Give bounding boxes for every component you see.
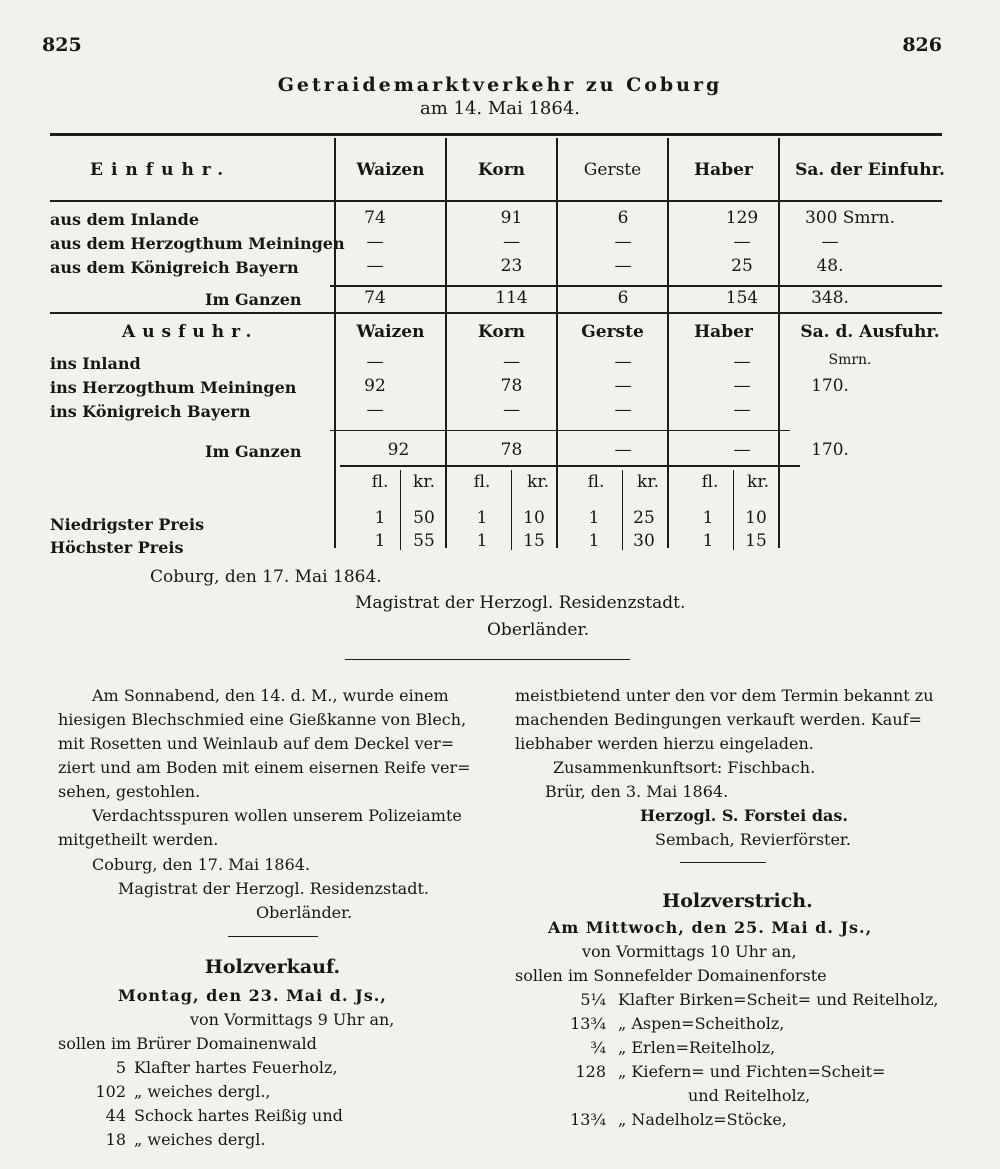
table-rule-header: [50, 200, 942, 202]
item-text: und Reitelholz,: [688, 1086, 811, 1105]
row-label: Niedrigster Preis: [50, 515, 205, 534]
col-header-waizen: Waizen: [356, 322, 425, 342]
export-header-label: Ausfuhr.: [122, 322, 259, 342]
cell-value: 129: [725, 208, 759, 228]
cell-value: —: [614, 256, 632, 276]
notice-line: sehen, gestohlen.: [58, 782, 201, 801]
col-divider-sub-3: [622, 470, 623, 550]
cell-value: —: [614, 400, 632, 420]
cell-value: 1: [588, 508, 600, 528]
col-header-korn: Korn: [477, 322, 526, 342]
item-qty: 13¾: [570, 1014, 606, 1033]
cell-value: 23: [500, 256, 523, 276]
cell-value: —: [503, 400, 520, 420]
cell-value: —: [614, 352, 632, 372]
cell-value: 25: [731, 256, 753, 276]
cell-value: 25: [633, 508, 655, 528]
import-header-label: Einfuhr.: [90, 160, 232, 180]
col-divider-1: [334, 138, 336, 548]
cell-value: —: [614, 376, 632, 396]
row-label: aus dem Herzogthum Meiningen: [50, 234, 345, 253]
item-qty: 44: [105, 1106, 126, 1125]
cell-value: —: [366, 256, 384, 276]
unit-label: fl.: [473, 472, 491, 492]
holzverkauf-place: sollen im Brürer Domainenwald: [58, 1034, 317, 1053]
cell-value: —: [733, 376, 751, 396]
item-text: „ Aspen=Scheitholz,: [618, 1014, 785, 1033]
cell-value: 74: [364, 208, 386, 228]
cell-value: —: [366, 232, 384, 252]
cell-value: —: [614, 440, 632, 460]
cell-value: 154: [725, 288, 759, 308]
cell-value: —: [366, 400, 384, 420]
col-divider-sub-1: [400, 470, 401, 550]
col-header-haber: Haber: [694, 160, 753, 180]
notice-place-date: Brür, den 3. Mai 1864.: [545, 782, 729, 801]
row-label: ins Königreich Bayern: [50, 402, 251, 421]
short-divider: [228, 936, 318, 937]
notice-issuer: Herzogl. S. Forstei das.: [640, 806, 848, 825]
col-divider-2: [445, 138, 447, 548]
short-divider: [680, 862, 766, 863]
cell-value: 30: [633, 531, 655, 551]
col-header-export-sum: Sa. d. Ausfuhr.: [800, 322, 940, 342]
col-header-haber: Haber: [694, 322, 753, 342]
row-label: Höchster Preis: [50, 538, 184, 557]
meeting-place: Zusammenkunftsort: Fischbach.: [553, 758, 816, 777]
cell-value: —: [821, 232, 839, 252]
row-label: ins Herzogthum Meiningen: [50, 378, 297, 397]
cell-value: 114: [495, 288, 528, 308]
item-qty: 128: [575, 1062, 606, 1081]
item-text: „ Nadelholz=Stöcke,: [618, 1110, 787, 1129]
row-label: Im Ganzen: [205, 442, 302, 461]
col-header-import-sum: Sa. der Einfuhr.: [795, 160, 945, 180]
notice-place-date: Coburg, den 17. Mai 1864.: [92, 855, 311, 874]
item-text: „ Erlen=Reitelholz,: [618, 1038, 776, 1057]
cell-value: 78: [500, 376, 523, 396]
table-rule-export-end: [340, 465, 800, 467]
col-header-gerste: Gerste: [581, 322, 644, 342]
notice-signature: Oberländer.: [256, 903, 353, 922]
unit-label: kr.: [413, 472, 435, 492]
row-label: Im Ganzen: [205, 290, 302, 309]
cell-value: 6: [617, 288, 629, 308]
cell-value: 50: [413, 508, 435, 528]
item-qty: 13¾: [570, 1110, 606, 1129]
item-text: „ weiches dergl.,: [134, 1082, 271, 1101]
cell-value: —: [733, 232, 751, 252]
cell-value: —: [503, 352, 520, 372]
cell-value: 10: [523, 508, 545, 528]
holzversteich-time: von Vormittags 10 Uhr an,: [582, 942, 797, 961]
row-label: aus dem Königreich Bayern: [50, 258, 299, 277]
notice-line: hiesigen Blechschmied eine Gießkanne von Blech,: [58, 710, 467, 729]
notice-signature: Sembach, Revierförster.: [655, 830, 851, 849]
cell-value: —: [733, 440, 751, 460]
item-qty: 5: [115, 1058, 126, 1077]
cell-value: —: [733, 400, 751, 420]
cell-value: 348.: [811, 288, 849, 308]
cell-value: —: [503, 232, 520, 252]
cell-value: 74: [364, 288, 386, 308]
market-title: Getraidemarktverkehr zu Coburg: [277, 74, 723, 96]
col-header-waizen: Waizen: [356, 160, 425, 180]
cell-value: —: [366, 352, 384, 372]
cell-value: 1: [476, 508, 488, 528]
col-header-korn: Korn: [477, 160, 526, 180]
notice-line: machenden Bedingungen verkauft werden. Kauf=: [515, 710, 922, 729]
notice-line: meistbietend unter den vor dem Termin bekannt zu: [515, 686, 934, 705]
item-text: Schock hartes Reißig und: [134, 1106, 343, 1125]
cell-value: 1: [374, 531, 386, 551]
col-divider-5: [778, 138, 780, 548]
col-divider-sub-4: [733, 470, 734, 550]
unit-label: fl.: [371, 472, 389, 492]
notice-line: Verdachtsspuren wollen unserem Polizeiamte: [92, 806, 462, 825]
holzverkauf-heading: Holzverkauf.: [204, 956, 341, 978]
unit-label: kr.: [747, 472, 769, 492]
col-divider-sub-2: [511, 470, 512, 550]
unit-label: kr.: [527, 472, 549, 492]
cell-value: 91: [500, 208, 523, 228]
cell-value: 55: [413, 531, 435, 551]
holzversteich-heading: Holzverstrich.: [662, 890, 813, 912]
cell-value: 1: [702, 531, 714, 551]
notice-line: ziert und am Boden mit einem eisernen Reife ver=: [58, 758, 471, 777]
cell-value: 1: [476, 531, 488, 551]
notice-line: mitgetheilt werden.: [58, 830, 219, 849]
cell-value: 300 Smrn.: [804, 208, 896, 228]
cell-value: Smrn.: [828, 352, 872, 368]
row-label: aus dem Inlande: [50, 210, 200, 229]
cell-value: 170.: [811, 440, 849, 460]
cell-value: —: [614, 232, 632, 252]
market-signature: Oberländer.: [487, 620, 590, 640]
cell-value: 10: [745, 508, 767, 528]
holzversteich-date: Am Mittwoch, den 25. Mai d. Js.,: [548, 918, 873, 937]
cell-value: 1: [702, 508, 714, 528]
cell-value: 1: [588, 531, 600, 551]
col-header-gerste: Gerste: [583, 160, 642, 180]
item-text: Klafter Birken=Scheit= und Reitelholz,: [618, 990, 939, 1009]
table-rule-export-total: [330, 430, 790, 431]
table-rule-import-end: [50, 312, 942, 314]
cell-value: —: [733, 352, 751, 372]
unit-label: kr.: [637, 472, 659, 492]
holzverkauf-time: von Vormittags 9 Uhr an,: [190, 1010, 395, 1029]
table-rule-top: [50, 133, 942, 136]
cell-value: 15: [745, 531, 767, 551]
item-qty: 102: [95, 1082, 126, 1101]
notice-line: liebhaber werden hierzu eingeladen.: [515, 734, 814, 753]
item-qty: 18: [105, 1130, 126, 1149]
item-qty: ¾: [590, 1038, 606, 1057]
market-issuer: Magistrat der Herzogl. Residenzstadt.: [355, 593, 686, 613]
page-number-left: 825: [42, 34, 82, 56]
item-text: „ Kiefern= und Fichten=Scheit=: [618, 1062, 886, 1081]
table-rule-import-total: [330, 285, 942, 287]
notice-line: mit Rosetten und Weinlaub auf dem Deckel ver=: [58, 734, 455, 753]
cell-value: 92: [387, 440, 410, 460]
row-label: ins Inland: [50, 354, 141, 373]
holzverkauf-date: Montag, den 23. Mai d. Js.,: [118, 986, 387, 1005]
unit-label: fl.: [701, 472, 719, 492]
item-qty: 5¼: [580, 990, 606, 1009]
item-text: Klafter hartes Feuerholz,: [134, 1058, 338, 1077]
cell-value: 92: [364, 376, 386, 396]
notice-issuer: Magistrat der Herzogl. Residenzstadt.: [118, 879, 429, 898]
cell-value: 48.: [816, 256, 844, 276]
notice-line: Am Sonnabend, den 14. d. M., wurde einem: [92, 686, 449, 705]
cell-value: 15: [523, 531, 545, 551]
page-number-right: 826: [902, 34, 942, 56]
holzversteich-place: sollen im Sonnefelder Domainenforste: [515, 966, 827, 985]
cell-value: 1: [374, 508, 386, 528]
market-date: am 14. Mai 1864.: [419, 98, 581, 119]
item-text: „ weiches dergl.: [134, 1130, 266, 1149]
cell-value: 78: [500, 440, 523, 460]
unit-label: fl.: [587, 472, 605, 492]
section-divider: [345, 659, 630, 660]
cell-value: 170.: [811, 376, 849, 396]
cell-value: 6: [617, 208, 629, 228]
market-place-date: Coburg, den 17. Mai 1864.: [150, 567, 382, 587]
